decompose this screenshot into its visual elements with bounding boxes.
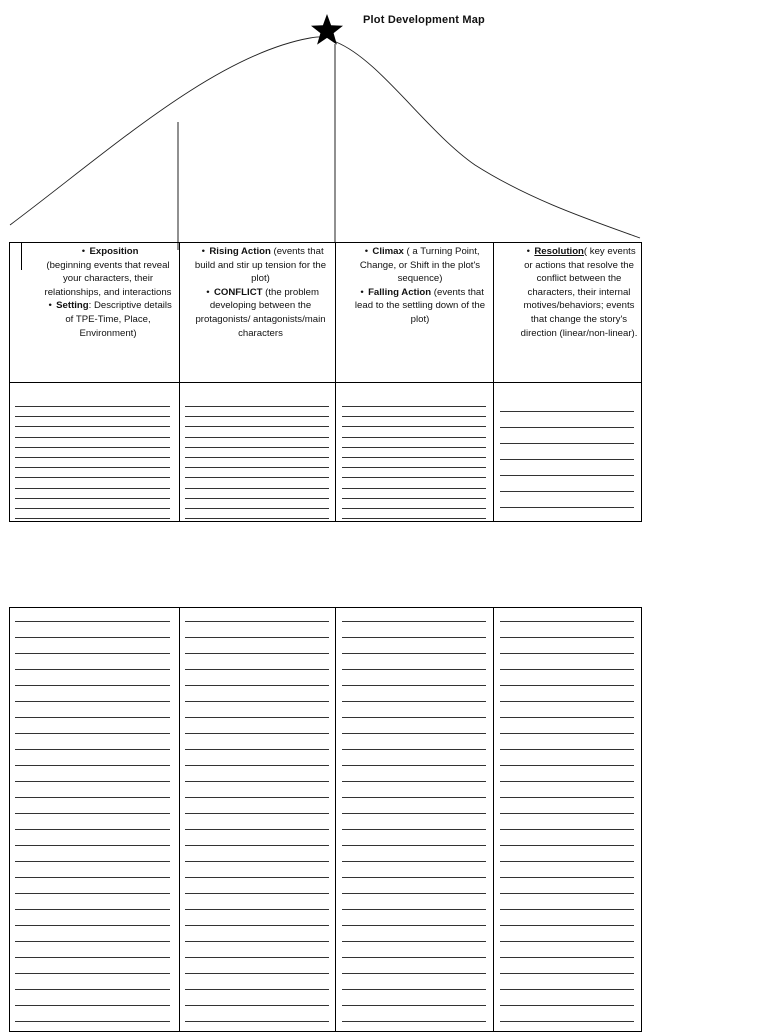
writing-line[interactable] (185, 733, 329, 734)
writing-line[interactable] (15, 685, 170, 686)
writing-line[interactable] (342, 893, 486, 894)
writing-line[interactable] (15, 749, 170, 750)
writing-line[interactable] (15, 477, 170, 478)
description-item (42, 299, 174, 340)
writing-line[interactable] (342, 621, 486, 622)
bullet-icon: • (526, 246, 531, 257)
writing-line[interactable] (500, 1021, 634, 1022)
writing-line[interactable] (185, 457, 329, 458)
writing-line[interactable] (185, 845, 329, 846)
plot-arc-diagram (0, 0, 768, 250)
plot-table-bottom (9, 607, 642, 1032)
writing-line[interactable] (342, 829, 486, 830)
writing-line[interactable] (342, 909, 486, 910)
writing-line[interactable] (500, 749, 634, 750)
writing-line[interactable] (15, 498, 170, 499)
bullet-icon: • (360, 286, 364, 298)
term-label: Resolution (534, 246, 584, 257)
term-label: Falling Action (368, 286, 432, 298)
writing-line[interactable] (342, 488, 486, 489)
writing-line[interactable] (185, 861, 329, 862)
writing-line[interactable] (500, 861, 634, 862)
writing-line[interactable] (500, 829, 634, 830)
bullet-icon: • (81, 246, 86, 257)
writing-line[interactable] (185, 426, 329, 427)
term-description: (the problem developing between the protagonists/ antagonists/main characters (195, 286, 326, 339)
writing-line[interactable] (342, 877, 486, 878)
writing-line[interactable] (15, 893, 170, 894)
writing-line[interactable] (342, 685, 486, 686)
exposition-description (42, 245, 174, 340)
writing-line[interactable] (15, 1005, 170, 1006)
writing-line[interactable] (185, 717, 329, 718)
column-divider (179, 608, 180, 1031)
writing-line[interactable] (185, 749, 329, 750)
writing-line[interactable] (342, 477, 486, 478)
writing-line[interactable] (15, 518, 170, 519)
writing-line[interactable] (15, 457, 170, 458)
column-divider (179, 243, 180, 521)
rising-action-writing-lines[interactable] (185, 406, 329, 521)
description-item (518, 245, 640, 340)
writing-line[interactable] (342, 813, 486, 814)
description-item (350, 286, 490, 327)
writing-line[interactable] (185, 488, 329, 489)
term-label: Setting (56, 300, 89, 312)
description-item (350, 245, 490, 286)
writing-line[interactable] (342, 733, 486, 734)
writing-line[interactable] (500, 957, 634, 958)
writing-line[interactable] (342, 957, 486, 958)
writing-line[interactable] (342, 518, 486, 519)
writing-line[interactable] (500, 765, 634, 766)
writing-line[interactable] (342, 797, 486, 798)
writing-line[interactable] (500, 925, 634, 926)
writing-line[interactable] (185, 653, 329, 654)
writing-line[interactable] (15, 406, 170, 407)
writing-line[interactable] (15, 989, 170, 990)
writing-line[interactable] (500, 637, 634, 638)
writing-line[interactable] (342, 701, 486, 702)
writing-line[interactable] (15, 447, 170, 448)
writing-line[interactable] (15, 877, 170, 878)
writing-line[interactable] (185, 437, 329, 438)
writing-line[interactable] (342, 861, 486, 862)
writing-line[interactable] (185, 518, 329, 519)
description-item (193, 245, 328, 286)
description-item (42, 259, 174, 300)
writing-line[interactable] (342, 437, 486, 438)
writing-line[interactable] (15, 416, 170, 417)
writing-line[interactable] (185, 701, 329, 702)
page-title: Plot Development Map (363, 14, 485, 26)
rising-action-description (193, 245, 328, 340)
writing-line[interactable] (500, 507, 634, 508)
writing-line[interactable] (500, 893, 634, 894)
writing-line[interactable] (15, 701, 170, 702)
writing-line[interactable] (342, 447, 486, 448)
writing-line[interactable] (500, 427, 634, 428)
writing-line[interactable] (500, 717, 634, 718)
writing-line[interactable] (185, 637, 329, 638)
writing-line[interactable] (185, 797, 329, 798)
writing-line[interactable] (185, 406, 329, 407)
writing-line[interactable] (185, 467, 329, 468)
term-description: ( a Turning Point, Change, or Shift in the plot's sequence) (359, 246, 481, 285)
writing-line[interactable] (500, 701, 634, 702)
writing-line[interactable] (500, 1005, 634, 1006)
exposition-writing-lines[interactable] (15, 406, 170, 521)
writing-line[interactable] (185, 508, 329, 509)
writing-line[interactable] (342, 416, 486, 417)
column-divider (493, 608, 494, 1031)
writing-line[interactable] (500, 941, 634, 942)
writing-line[interactable] (15, 717, 170, 718)
exposition-writing-lines[interactable] (15, 621, 170, 1033)
writing-line[interactable] (15, 508, 170, 509)
term-label: Climax (372, 246, 404, 257)
writing-line[interactable] (15, 653, 170, 654)
writing-line[interactable] (185, 498, 329, 499)
term-description: : Descriptive details of TPE-Time, Place, Environment) (65, 300, 172, 339)
term-description: (events that build and stir up tension for the plot) (194, 246, 327, 285)
writing-line[interactable] (185, 893, 329, 894)
writing-line[interactable] (185, 989, 329, 990)
writing-line[interactable] (15, 733, 170, 734)
writing-line[interactable] (185, 1005, 329, 1006)
writing-line[interactable] (15, 781, 170, 782)
writing-line[interactable] (185, 1021, 329, 1022)
term-description: (beginning events that reveal your characters, their relationships, and interactions (44, 259, 172, 298)
bullet-icon: • (364, 246, 369, 257)
writing-line[interactable] (185, 909, 329, 910)
term-label: Rising Action (209, 246, 271, 257)
writing-line[interactable] (15, 488, 170, 489)
star-icon (311, 14, 343, 45)
writing-line[interactable] (15, 1021, 170, 1022)
writing-line[interactable] (500, 877, 634, 878)
description-item (193, 286, 328, 340)
climax-description (350, 245, 490, 327)
description-item (42, 245, 174, 259)
writing-line[interactable] (185, 477, 329, 478)
writing-line[interactable] (500, 797, 634, 798)
writing-line[interactable] (15, 941, 170, 942)
term-description: (events that lead to the settling down of the plot) (354, 286, 486, 325)
climax-writing-lines[interactable] (342, 621, 486, 1033)
writing-line[interactable] (342, 457, 486, 458)
writing-line[interactable] (342, 406, 486, 407)
column-divider (335, 608, 336, 1031)
writing-line[interactable] (500, 845, 634, 846)
term-description: ( key events or actions that resolve the conflict between the characters, their internal motives/behaviors; events that change the story's direction (linear/non-linear). (520, 246, 638, 339)
writing-line[interactable] (15, 437, 170, 438)
writing-line[interactable] (185, 925, 329, 926)
writing-line[interactable] (185, 621, 329, 622)
writing-line[interactable] (185, 813, 329, 814)
writing-line[interactable] (500, 621, 634, 622)
writing-line[interactable] (500, 475, 634, 476)
bullet-icon: • (201, 246, 206, 257)
writing-line[interactable] (15, 957, 170, 958)
writing-line[interactable] (185, 877, 329, 878)
column-divider (493, 243, 494, 521)
writing-line[interactable] (342, 781, 486, 782)
writing-line[interactable] (15, 621, 170, 622)
writing-line[interactable] (342, 989, 486, 990)
writing-line[interactable] (185, 829, 329, 830)
writing-line[interactable] (15, 829, 170, 830)
writing-line[interactable] (500, 459, 634, 460)
term-label: Exposition (89, 246, 139, 257)
writing-line[interactable] (15, 845, 170, 846)
writing-line[interactable] (185, 685, 329, 686)
writing-line[interactable] (15, 426, 170, 427)
resolution-writing-lines[interactable] (500, 411, 634, 521)
column-divider (335, 243, 336, 521)
plot-table-top (9, 242, 642, 522)
writing-line[interactable] (500, 973, 634, 974)
writing-line[interactable] (342, 1005, 486, 1006)
writing-line[interactable] (342, 508, 486, 509)
writing-line[interactable] (500, 813, 634, 814)
rising-action-writing-lines[interactable] (185, 621, 329, 1033)
writing-line[interactable] (185, 781, 329, 782)
writing-line[interactable] (185, 765, 329, 766)
writing-line[interactable] (342, 467, 486, 468)
writing-line[interactable] (15, 669, 170, 670)
writing-line[interactable] (15, 765, 170, 766)
writing-line[interactable] (342, 717, 486, 718)
writing-line[interactable] (500, 685, 634, 686)
writing-line[interactable] (342, 653, 486, 654)
writing-line[interactable] (342, 669, 486, 670)
writing-line[interactable] (500, 491, 634, 492)
resolution-description (518, 245, 640, 340)
writing-line[interactable] (500, 909, 634, 910)
writing-line[interactable] (500, 443, 634, 444)
writing-line[interactable] (342, 925, 486, 926)
writing-line[interactable] (15, 637, 170, 638)
writing-line[interactable] (500, 989, 634, 990)
writing-line[interactable] (15, 467, 170, 468)
term-label: CONFLICT (213, 286, 263, 298)
writing-line[interactable] (185, 941, 329, 942)
writing-line[interactable] (185, 416, 329, 417)
resolution-writing-lines[interactable] (500, 621, 634, 1033)
bullet-icon: • (206, 286, 210, 298)
bullet-icon: • (48, 300, 52, 312)
writing-line[interactable] (500, 411, 634, 412)
writing-line[interactable] (15, 925, 170, 926)
writing-line[interactable] (185, 447, 329, 448)
writing-line[interactable] (342, 1021, 486, 1022)
writing-line[interactable] (500, 781, 634, 782)
writing-line[interactable] (342, 498, 486, 499)
writing-line[interactable] (15, 909, 170, 910)
writing-line[interactable] (15, 797, 170, 798)
writing-line[interactable] (500, 669, 634, 670)
writing-line[interactable] (15, 861, 170, 862)
writing-line[interactable] (342, 637, 486, 638)
writing-line[interactable] (185, 957, 329, 958)
writing-line[interactable] (15, 813, 170, 814)
writing-line[interactable] (185, 669, 329, 670)
writing-line[interactable] (500, 653, 634, 654)
writing-line[interactable] (342, 765, 486, 766)
writing-line[interactable] (342, 426, 486, 427)
writing-line[interactable] (185, 973, 329, 974)
climax-writing-lines[interactable] (342, 406, 486, 521)
writing-line[interactable] (15, 973, 170, 974)
writing-line[interactable] (342, 749, 486, 750)
plot-arc-curve (10, 37, 640, 238)
writing-line[interactable] (342, 941, 486, 942)
writing-line[interactable] (500, 733, 634, 734)
writing-line[interactable] (342, 973, 486, 974)
writing-line[interactable] (342, 845, 486, 846)
